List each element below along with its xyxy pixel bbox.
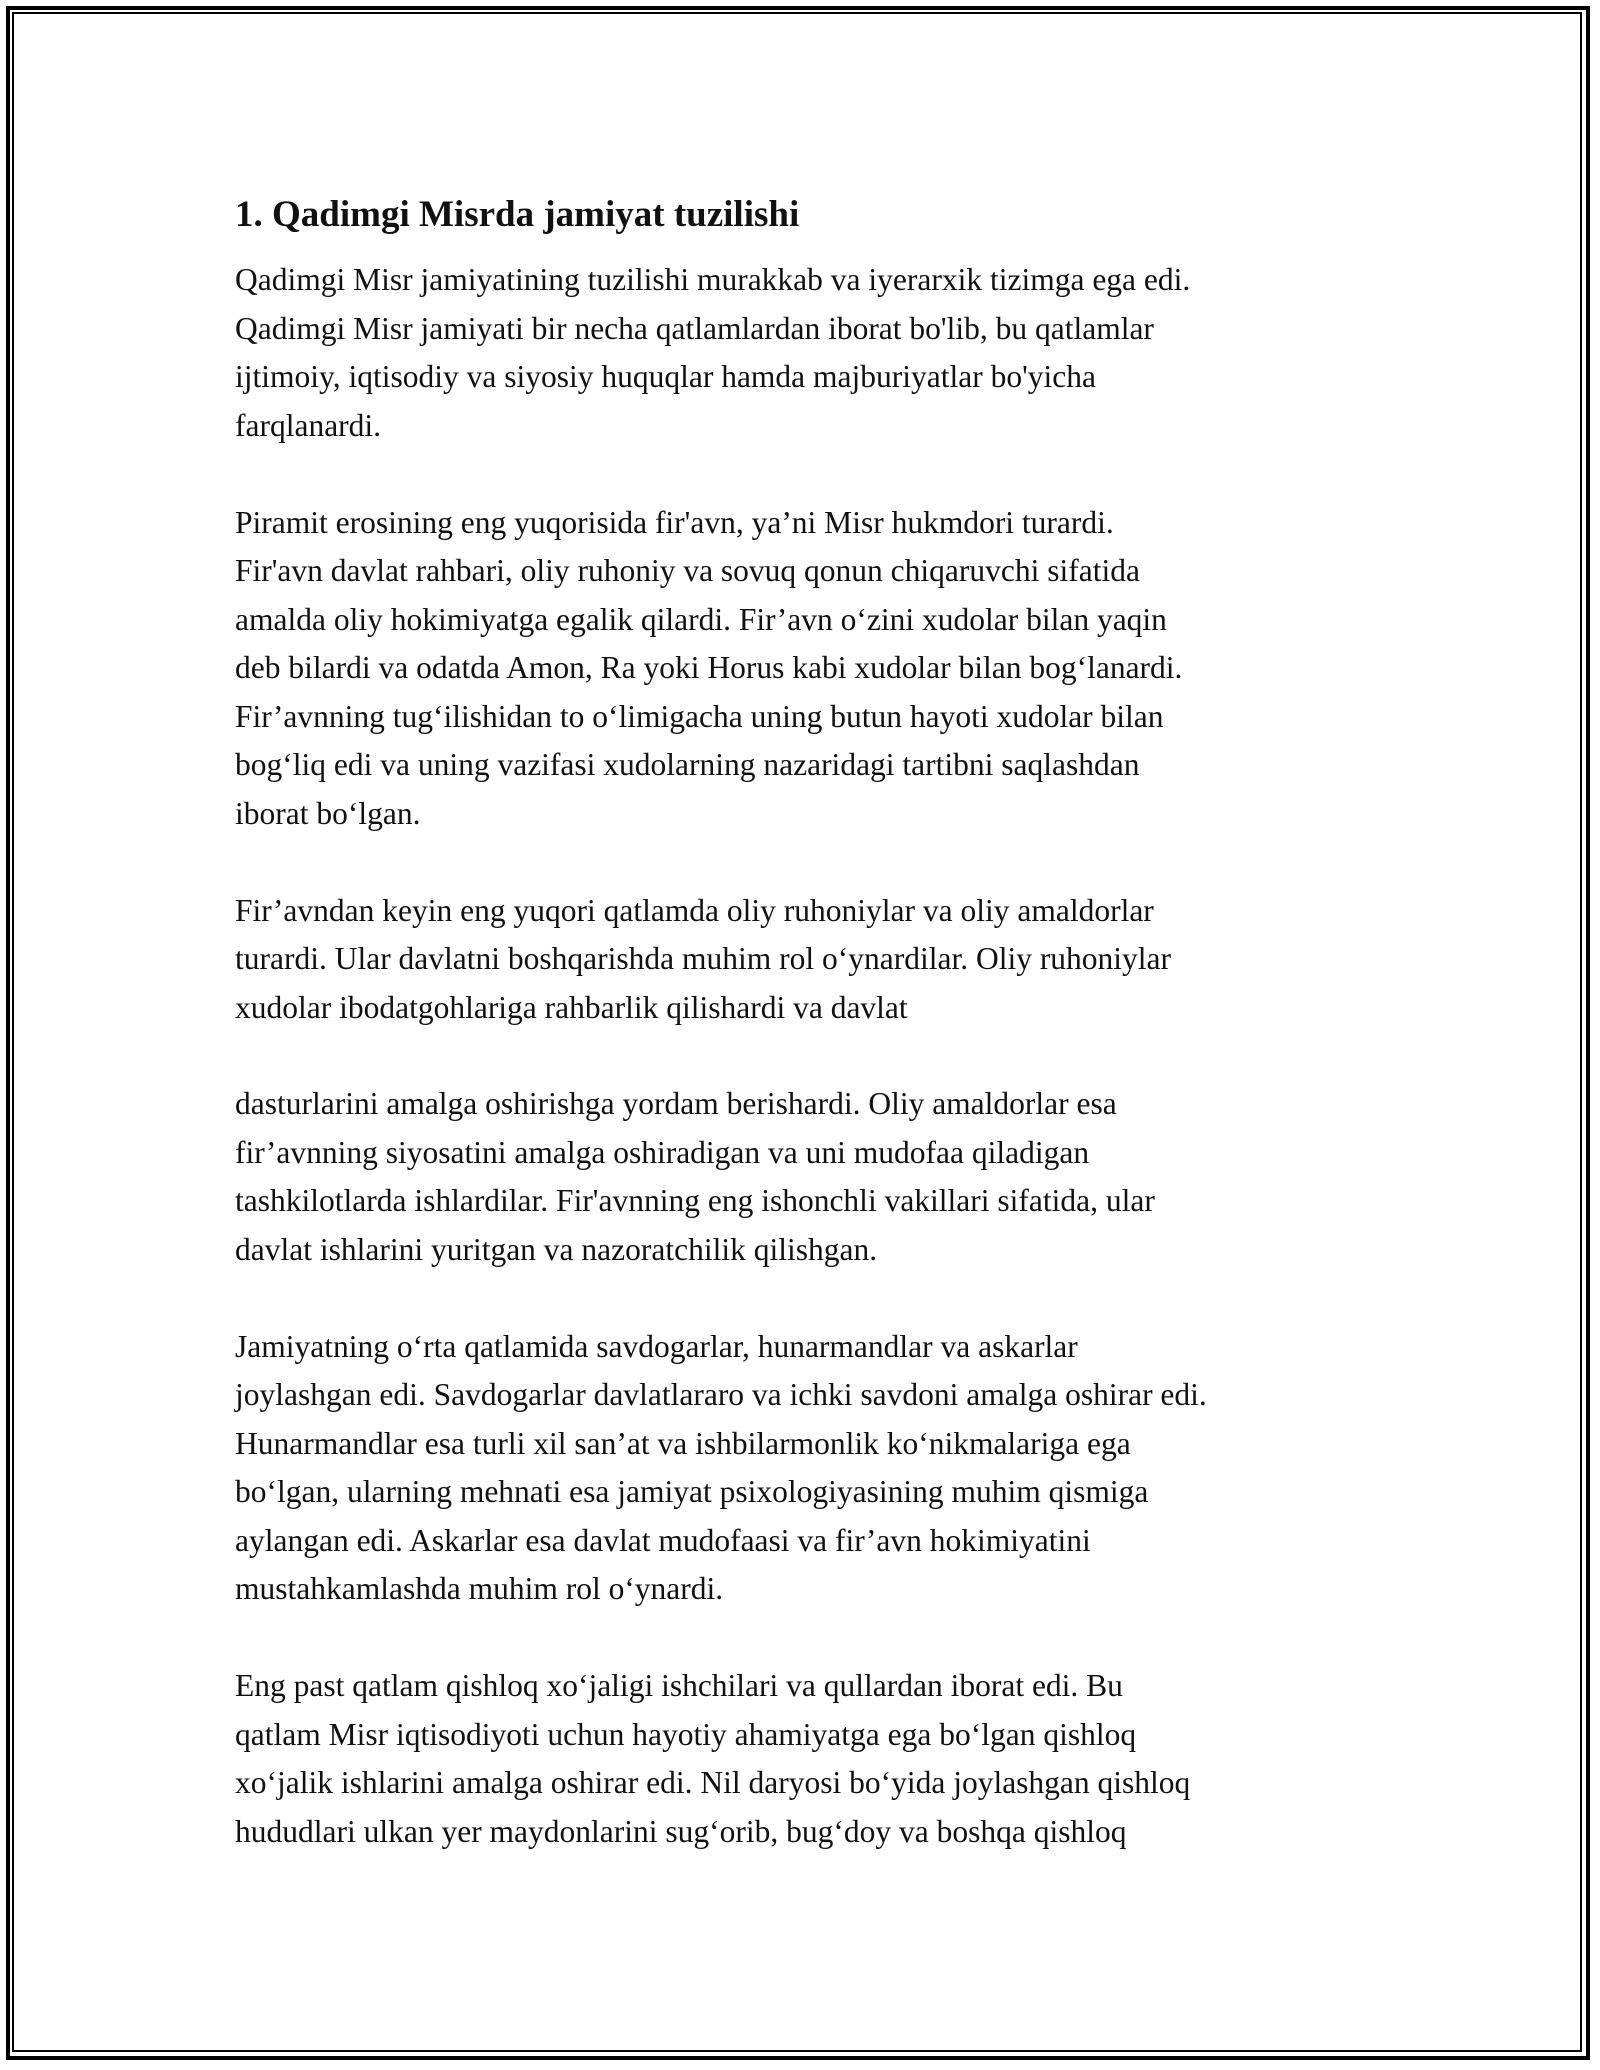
text-line: turardi. Ular davlatni boshqarishda muhim rol o‘ynardilar. Oliy ruhoniylar (235, 941, 1172, 976)
text-line: Piramit erosining eng yuqorisida fir'avn, ya’ni Misr hukmdori turardi. (235, 504, 1114, 540)
text-line: deb bilardi va odatda Amon, Ra yoki Horus kabi xudolar bilan bog‘lanardi. (235, 650, 1183, 685)
text-line: bog‘liq edi va uning vazifasi xudolarning nazaridagi tartibni saqlashdan (235, 747, 1140, 782)
paragraph-2 (235, 499, 1375, 839)
text-line: aylangan edi. Askarlar esa davlat mudofaasi va fir’avn hokimiyatini (235, 1522, 1091, 1558)
text-line: joylashgan edi. Savdogarlar davlatlararo va ichki savdoni amalga oshirar edi. (235, 1377, 1207, 1412)
text-line: ijtimoiy, iqtisodiy va siyosiy huquqlar hamda majburiyatlar bo'yicha (235, 359, 1096, 394)
paragraph-1 (235, 256, 1375, 450)
paragraph-spacer (235, 450, 1375, 499)
text-line: fir’avnning siyosatini amalga oshiradigan va uni mudofaa qiladigan (235, 1134, 1090, 1170)
text-line: xudolar ibodatgohlariga rahbarlik qilishardi va davlat (235, 989, 908, 1025)
text-line: iborat bo‘lgan. (235, 795, 421, 831)
text-line: davlat ishlarini yuritgan va nazoratchilik qilishgan. (235, 1231, 878, 1267)
paragraph-spacer (235, 1274, 1375, 1323)
paragraph-6 (235, 1662, 1375, 1856)
text-line: tashkilotlarda ishlardilar. Fir'avnning eng ishonchli vakillari sifatida, ular (235, 1183, 1155, 1218)
paragraph-spacer (235, 1032, 1375, 1080)
text-line: dasturlarini amalga oshirishga yordam berishardi. Oliy amaldorlar esa (235, 1086, 1117, 1121)
text-line: hududlari ulkan yer maydonlarini sug‘orib, bug‘doy va boshqa qishloq (235, 1813, 1127, 1849)
paragraph-spacer (235, 1614, 1375, 1663)
text-line: qatlam Misr iqtisodiyoti uchun hayotiy ahamiyatga ega bo‘lgan qishloq (235, 1716, 1137, 1752)
text-line: bo‘lgan, ularning mehnati esa jamiyat psixologiyasining muhim qismiga (235, 1474, 1149, 1509)
text-line: Jamiyatning o‘rta qatlamida savdogarlar, hunarmandlar va askarlar (235, 1328, 1078, 1364)
text-line: Qadimgi Misr jamiyatining tuzilishi murakkab va iyerarxik tizimga ega edi. (235, 262, 1191, 297)
document-body (235, 180, 1375, 1856)
text-line: Fir'avn davlat rahbari, oliy ruhoniy va sovuq qonun chiqaruvchi sifatida (235, 553, 1140, 588)
paragraph-4 (235, 1080, 1375, 1274)
text-line: Fir’avnning tug‘ilishidan to o‘limigacha uning butun hayoti xudolar bilan (235, 698, 1164, 734)
text-line: Fir’avndan keyin eng yuqori qatlamda oliy ruhoniylar va oliy amaldorlar (235, 892, 1154, 928)
text-line: mustahkamlashda muhim rol o‘ynardi. (235, 1571, 724, 1606)
text-line: amalda oliy hokimiyatga egalik qilardi. Fir’avn o‘zini xudolar bilan yaqin (235, 601, 1167, 637)
section-title: 1. Qadimgi Misrda jamiyat tuzilishi (235, 194, 800, 235)
text-line: Hunarmandlar esa turli xil san’at va ishbilarmonlik ko‘nikmalariga ega (235, 1425, 1131, 1461)
paragraph-5 (235, 1323, 1375, 1614)
text-line: Qadimgi Misr jamiyati bir necha qatlamlardan iborat bo'lib, bu qatlamlar (235, 310, 1154, 346)
paragraph-3 (235, 887, 1375, 1033)
paragraph-spacer (235, 838, 1375, 887)
text-line: xo‘jalik ishlarini amalga oshirar edi. Nil daryosi bo‘yida joylashgan qishloq (235, 1765, 1191, 1800)
text-line: farqlanardi. (235, 407, 382, 443)
text-line: Eng past qatlam qishloq xo‘jaligi ishchilari va qullardan iborat edi. Bu (235, 1668, 1123, 1703)
